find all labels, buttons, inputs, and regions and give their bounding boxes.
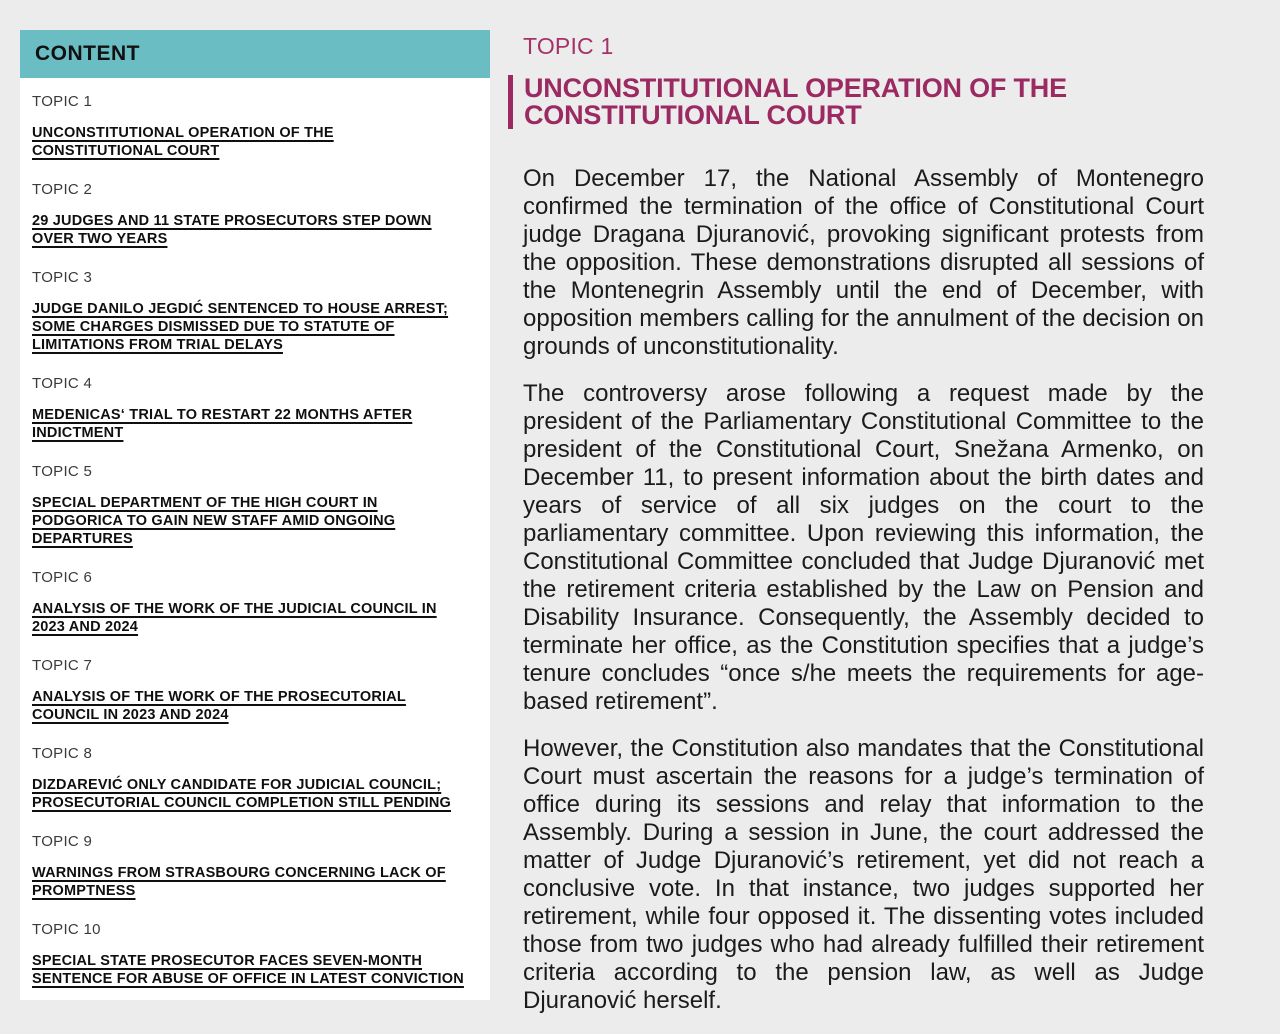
toc-topic-label: TOPIC 9	[32, 833, 93, 850]
toc-item	[32, 920, 466, 988]
toc-topic-label: TOPIC 5	[32, 463, 93, 480]
toc-link[interactable]: JUDGE DANILO JEGDIĆ SENTENCED TO HOUSE ARREST; SOME CHARGES DISMISSED DUE TO STATUTE OF LIMITATIONS FROM TRIAL DELAYS	[32, 301, 449, 353]
toc-list	[20, 78, 490, 988]
toc-item	[32, 180, 466, 248]
toc-item	[32, 462, 466, 548]
toc-topic-label: TOPIC 1	[32, 93, 93, 110]
toc-link[interactable]: MEDENICAS‘ TRIAL TO RESTART 22 MONTHS AFTER INDICTMENT	[32, 407, 413, 441]
toc-link[interactable]: UNCONSTITUTIONAL OPERATION OF THE CONSTITUTIONAL COURT	[32, 125, 334, 159]
toc-link[interactable]: SPECIAL STATE PROSECUTOR FACES SEVEN-MONTH SENTENCE FOR ABUSE OF OFFICE IN LATEST CONVICTION	[32, 953, 464, 987]
toc-topic-label: TOPIC 7	[32, 657, 93, 674]
toc-item	[32, 832, 466, 900]
article-title: UNCONSTITUTIONAL OPERATION OF THE CONSTITUTIONAL COURT	[508, 75, 1204, 129]
toc-link[interactable]: DIZDAREVIĆ ONLY CANDIDATE FOR JUDICIAL COUNCIL; PROSECUTORIAL COUNCIL COMPLETION STILL PENDING	[32, 777, 451, 811]
toc-item	[32, 656, 466, 724]
toc-link[interactable]: ANALYSIS OF THE WORK OF THE JUDICIAL COUNCIL IN 2023 AND 2024	[32, 601, 437, 635]
toc-link[interactable]: SPECIAL DEPARTMENT OF THE HIGH COURT IN PODGORICA TO GAIN NEW STAFF AMID ONGOING DEPARTURES	[32, 495, 396, 547]
toc-link[interactable]: ANALYSIS OF THE WORK OF THE PROSECUTORIAL COUNCIL IN 2023 AND 2024	[32, 689, 406, 723]
toc-topic-label: TOPIC 8	[32, 745, 93, 762]
toc-topic-label: TOPIC 2	[32, 181, 93, 198]
toc-link[interactable]: 29 JUDGES AND 11 STATE PROSECUTORS STEP DOWN OVER TWO YEARS	[32, 213, 432, 247]
toc-header-title: CONTENT	[35, 42, 140, 65]
toc-item	[32, 374, 466, 442]
toc-header	[20, 30, 490, 78]
article	[508, 32, 1204, 1034]
article-paragraph: However, the Constitution also mandates that the Constitutional Court must ascertain the reasons for a judge’s termination of office during its sessions and relay that information to the Assembly. During a session in June, the court addressed the matter of Judge Djuranović’s retirement, yet did not reach a conclusive vote. In that instance, two judges supported her retirement, while four opposed it. The dissenting votes included those from two judges who had already fulfilled their retirement criteria according to the pension law, as well as Judge Djuranović herself.	[523, 735, 1204, 1014]
toc-item	[32, 268, 466, 354]
article-body	[508, 165, 1204, 1015]
article-topic-label: TOPIC 1	[523, 33, 614, 59]
toc-item	[32, 744, 466, 812]
toc-item	[32, 568, 466, 636]
toc-link[interactable]: WARNINGS FROM STRASBOURG CONCERNING LACK OF PROMPTNESS	[32, 865, 446, 899]
toc-topic-label: TOPIC 4	[32, 375, 93, 392]
table-of-contents-panel	[20, 30, 490, 1000]
article-paragraph: The controversy arose following a request made by the president of the Parliamentary Constitutional Committee to the president of the Constitutional Court, Snežana Armenko, on December 11, to present information about the birth dates and years of service of all six judges on the court to the parliamentary committee. Upon reviewing this information, the Constitutional Committee concluded that Judge Djuranović met the retirement criteria established by the Law on Pension and Disability Insurance. Consequently, the Assembly decided to terminate her office, as the Constitution specifies that a judge’s tenure concludes “once s/he meets the requirements for age-based retirement”.	[523, 380, 1204, 715]
article-paragraph: On December 17, the National Assembly of Montenegro confirmed the termination of the office of Constitutional Court judge Dragana Djuranović, provoking significant protests from the opposition. These demonstrations disrupted all sessions of the Montenegrin Assembly until the end of December, with opposition members calling for the annulment of the decision on grounds of unconstitutionality.	[523, 165, 1204, 360]
toc-item	[32, 92, 466, 160]
toc-topic-label: TOPIC 6	[32, 569, 93, 586]
toc-topic-label: TOPIC 3	[32, 269, 93, 286]
toc-topic-label: TOPIC 10	[32, 921, 101, 938]
